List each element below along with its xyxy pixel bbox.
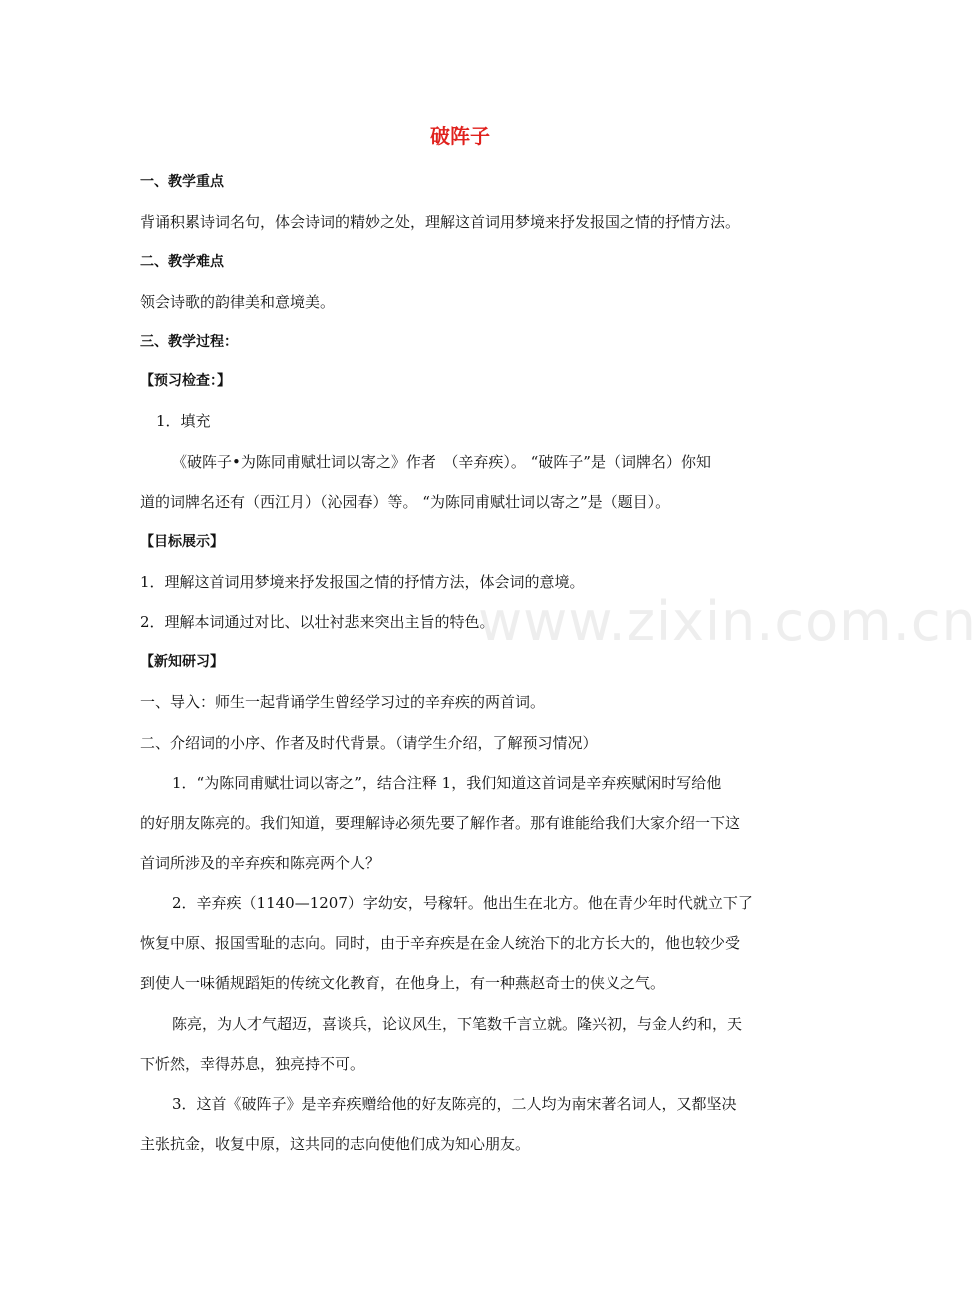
- study-background: 二、介绍词的小序、作者及时代背景。（请学生介绍，了解预习情况）: [140, 734, 598, 752]
- paragraph-line: 2．辛弃疾（1140—1207）字幼安，号稼轩。他出生在北方。他在青少年时代就立下了: [172, 894, 753, 912]
- focus-text: 背诵积累诗词名句，体会诗词的精妙之处，理解这首词用梦境来抒发报国之情的抒情方法。: [140, 213, 741, 231]
- focus-heading: 一、教学重点: [140, 174, 224, 190]
- preview-fill-line: 《破阵子•为陈同甫赋壮词以寄之》作者 （辛弃疾）。 “破阵子”是（词牌名）你知: [172, 453, 711, 471]
- preview-item-label: 1．填充: [156, 412, 211, 430]
- paragraph-line: 3．这首《破阵子》是辛弃疾赠给他的好友陈亮的，二人均为南宋著名词人，又都坚决: [172, 1095, 737, 1113]
- paragraph-line: 主张抗金，收复中原，这共同的志向使他们成为知心朋友。: [140, 1135, 531, 1153]
- process-heading: 三、教学过程：: [140, 334, 238, 350]
- paragraph-line: 陈亮，为人才气超迈，喜谈兵，论议风生，下笔数千言立就。隆兴初，与金人约和，天: [172, 1015, 743, 1033]
- paragraph-line: 的好朋友陈亮的。我们知道，要理解诗必须先要了解作者。那有谁能给我们大家介绍一下这: [140, 814, 741, 832]
- study-intro: 一、导入：师生一起背诵学生曾经学习过的辛弃疾的两首词。: [140, 693, 546, 711]
- preview-fill-line: 道的词牌名还有（西江月）（沁园春）等。 “为陈同甫赋壮词以寄之”是（题目）。: [140, 493, 671, 511]
- paragraph-line: 下忻然，幸得苏息，独亮持不可。: [140, 1055, 366, 1073]
- difficulty-heading: 二、教学难点: [140, 254, 224, 270]
- study-heading: 【新知研习】: [140, 654, 224, 670]
- goal-item: 2．理解本词通过对比、以壮衬悲来突出主旨的特色。: [140, 613, 495, 631]
- paragraph-line: 首词所涉及的辛弃疾和陈亮两个人？: [140, 854, 381, 872]
- goals-heading: 【目标展示】: [140, 534, 224, 550]
- paragraph-line: 到使人一味循规蹈矩的传统文化教育，在他身上，有一种燕赵奇士的侠义之气。: [140, 974, 666, 992]
- preview-heading: 【预习检查：】: [140, 373, 231, 389]
- watermark: www.zixin.com.cn: [478, 590, 977, 653]
- difficulty-text: 领会诗歌的韵律美和意境美。: [140, 293, 336, 311]
- goal-item: 1．理解这首词用梦境来抒发报国之情的抒情方法，体会词的意境。: [140, 573, 585, 591]
- page-title: 破阵子: [430, 124, 490, 148]
- paragraph-line: 恢复中原、报国雪耻的志向。同时，由于辛弃疾是在金人统治下的北方长大的，他也较少受: [140, 934, 741, 952]
- paragraph-line: 1．“为陈同甫赋壮词以寄之”，结合注释 1，我们知道这首词是辛弃疾赋闲时写给他: [172, 774, 722, 792]
